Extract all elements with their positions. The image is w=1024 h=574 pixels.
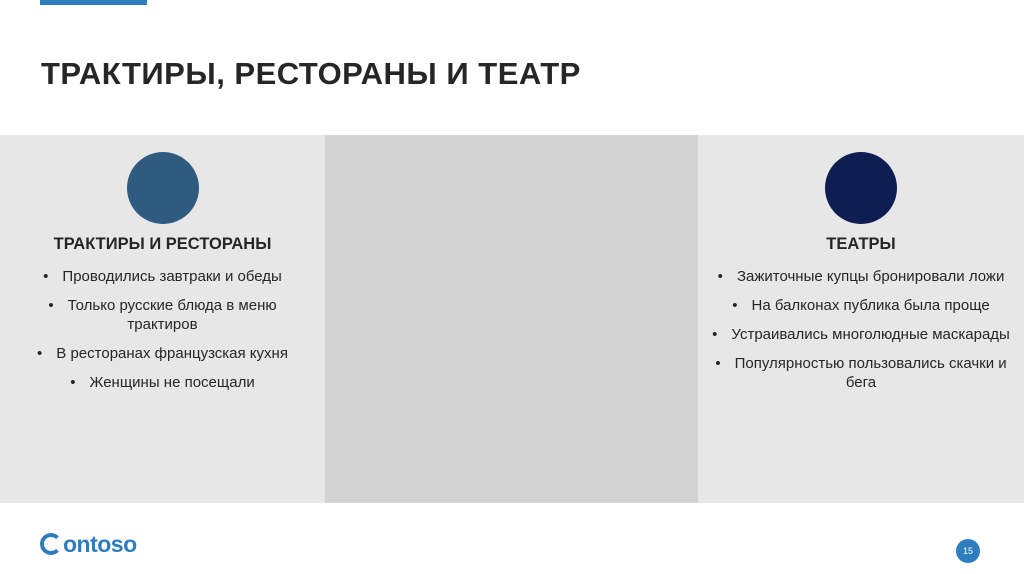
bullet-item <box>14 267 311 286</box>
theatres-heading: ТЕАТРЫ <box>826 235 896 253</box>
panel-theatres <box>698 135 1024 503</box>
bullet-item <box>712 325 1010 344</box>
bullet-item <box>712 296 1010 315</box>
bullet-item <box>712 267 1010 286</box>
bullet-icon: • <box>715 355 721 372</box>
bullet-text: Популярностью пользовались скачки и бега <box>734 355 1007 391</box>
panel-middle-image-placeholder <box>325 135 698 503</box>
contoso-logo <box>40 526 137 562</box>
bullet-text: Проводились завтраки и обеды <box>62 268 282 285</box>
bullet-item <box>14 373 311 392</box>
bullet-icon: • <box>712 326 718 343</box>
contoso-c-ring-icon <box>40 533 62 555</box>
bullet-text: В ресторанах французская кухня <box>56 345 288 362</box>
bullet-text: На балконах публика была проще <box>751 297 990 314</box>
restaurants-bullet-list <box>14 267 311 402</box>
restaurants-circle-icon <box>127 152 199 224</box>
bullet-item <box>14 344 311 363</box>
slide-title: ТРАКТИРЫ, РЕСТОРАНЫ И ТЕАТР <box>41 56 581 91</box>
bullet-icon: • <box>70 374 76 391</box>
theatres-circle-icon <box>825 152 897 224</box>
bullet-item <box>712 354 1010 392</box>
bullet-text: Женщины не посещали <box>89 374 255 391</box>
content-panels <box>0 135 1024 503</box>
bullet-text: Зажиточные купцы бронировали ложи <box>736 268 1005 285</box>
top-accent-bar <box>40 0 147 5</box>
bullet-icon: • <box>732 297 738 314</box>
restaurants-heading: ТРАКТИРЫ И РЕСТОРАНЫ <box>53 235 272 253</box>
bullet-item <box>14 296 311 334</box>
bullet-text: Устраивались многолюдные маскарады <box>731 326 1010 343</box>
bullet-icon: • <box>717 268 723 285</box>
theatres-bullet-list <box>712 267 1010 402</box>
logo-text: ontoso <box>63 530 137 557</box>
bullet-icon: • <box>48 297 54 314</box>
bullet-text: Только русские блюда в меню трактиров <box>67 297 277 333</box>
panel-restaurants <box>0 135 325 503</box>
bullet-icon: • <box>37 345 43 362</box>
page-number-badge: 15 <box>956 539 980 563</box>
bullet-icon: • <box>43 268 49 285</box>
